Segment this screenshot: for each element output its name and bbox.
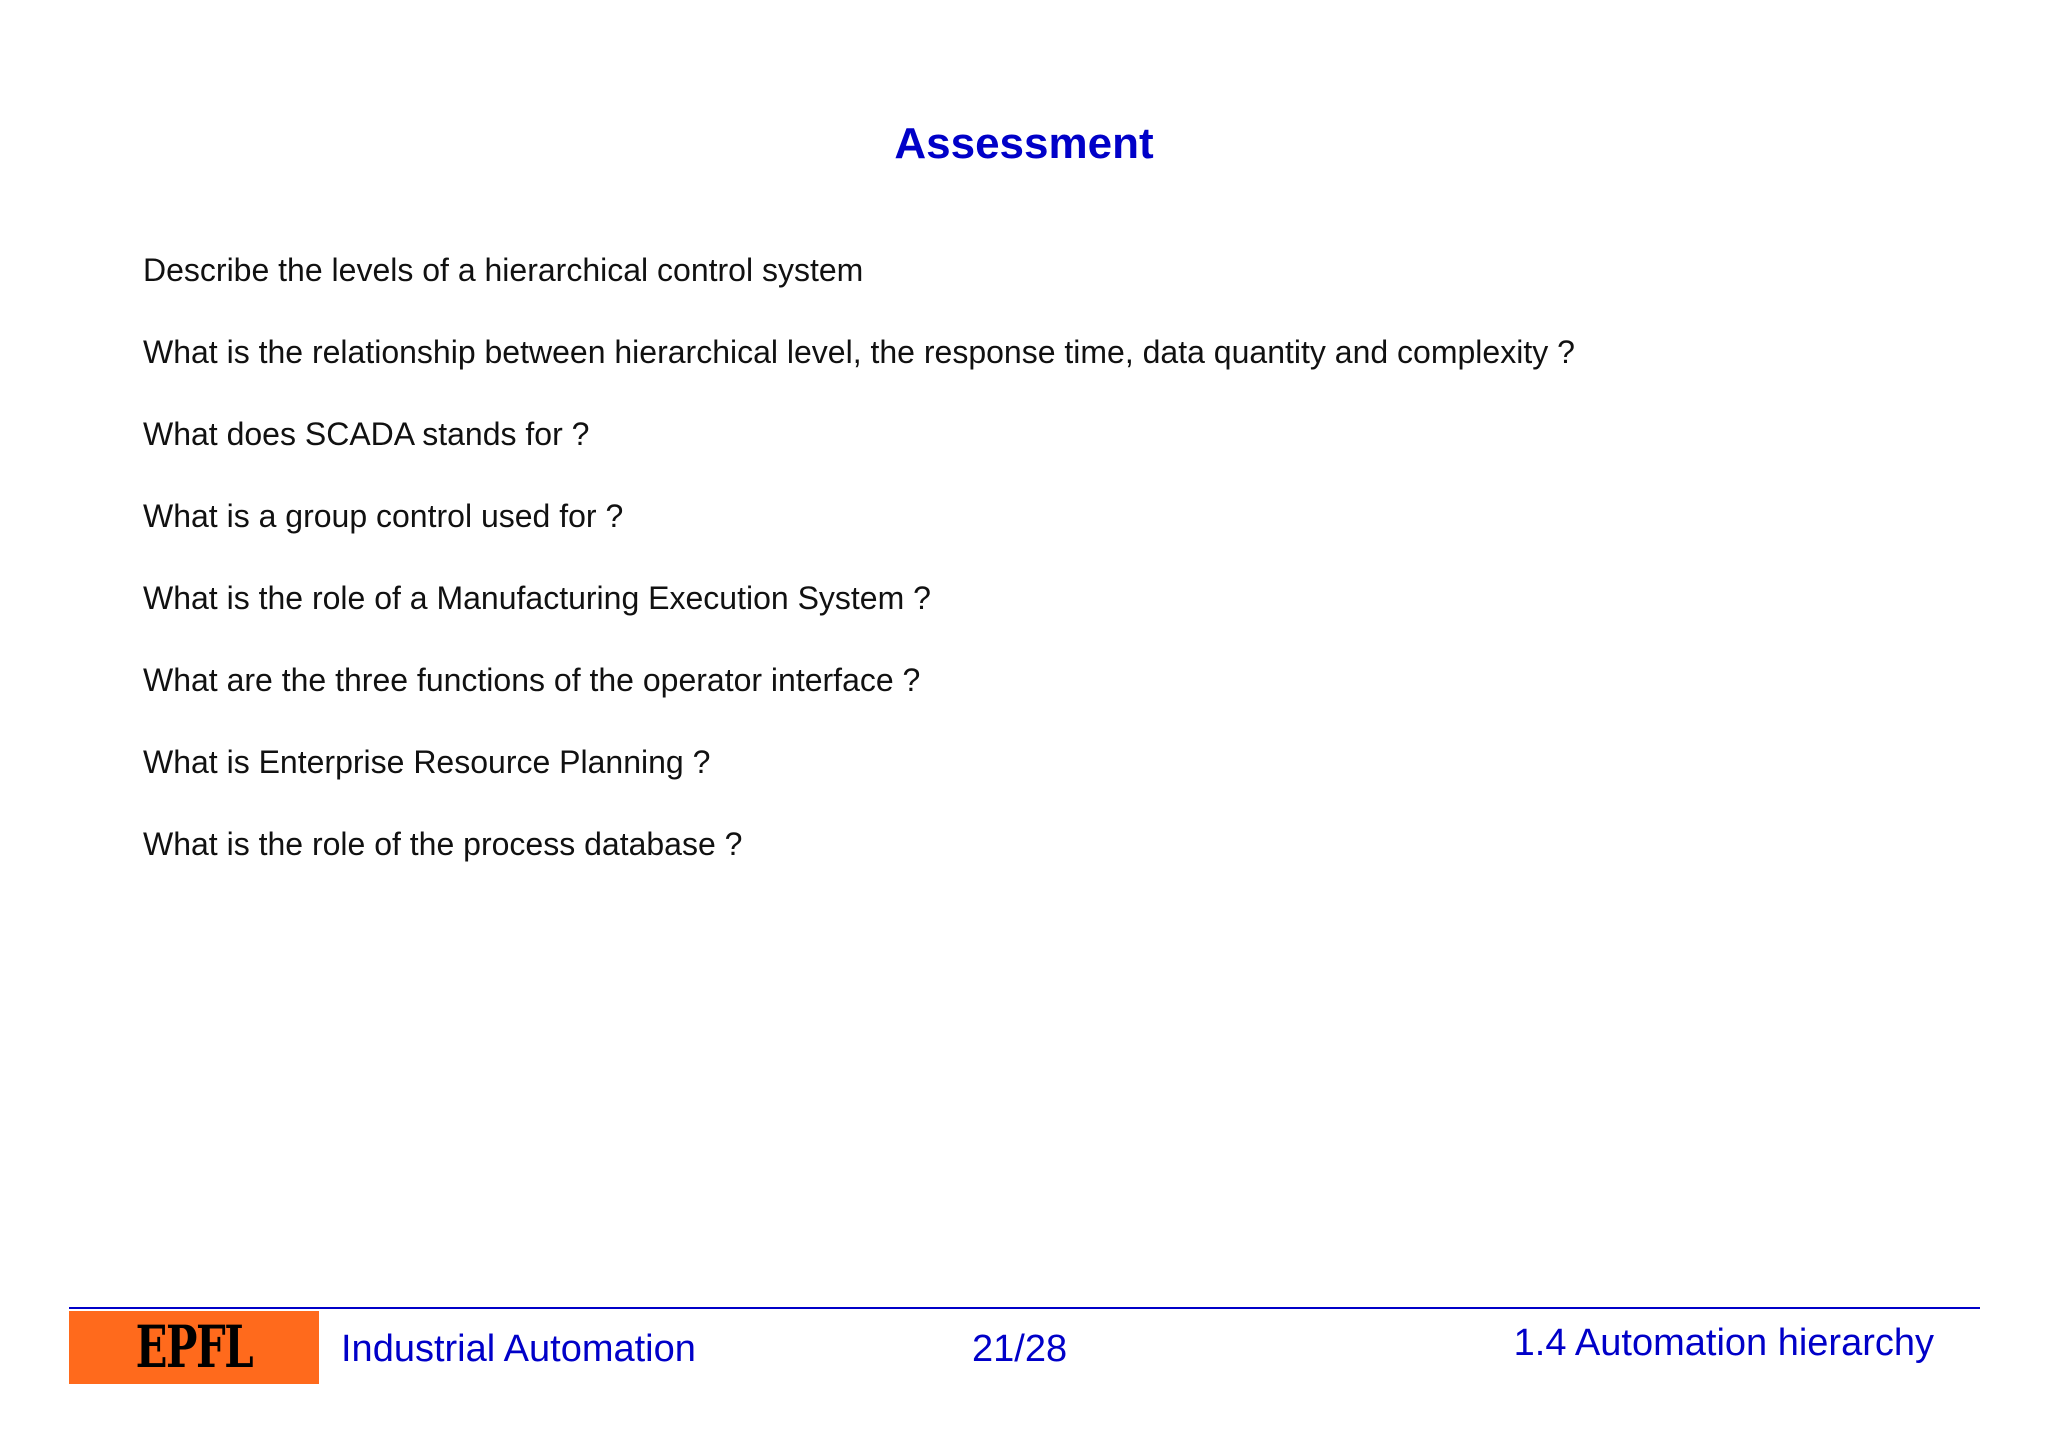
question-item: What is Enterprise Resource Planning ? <box>143 744 711 780</box>
question-item: What are the three functions of the operator interface ? <box>143 662 921 698</box>
footer-page-number: 21/28 <box>972 1328 1068 1370</box>
footer-divider <box>69 1307 1980 1309</box>
question-item: What does SCADA stands for ? <box>143 416 590 452</box>
epfl-logo <box>69 1311 319 1384</box>
question-item: What is the role of the process database ? <box>143 826 743 862</box>
epfl-logo-text: EPFL <box>135 1313 253 1381</box>
footer-course-title: Industrial Automation <box>341 1328 696 1370</box>
slide-title: Assessment <box>894 119 1154 168</box>
footer-section-title: 1.4 Automation hierarchy <box>1513 1322 1934 1364</box>
question-list <box>143 250 1575 906</box>
question-item: Describe the levels of a hierarchical control system <box>143 252 864 288</box>
question-item: What is the role of a Manufacturing Execution System ? <box>143 580 931 616</box>
question-item: What is a group control used for ? <box>143 498 624 534</box>
question-item: What is the relationship between hierarchical level, the response time, data quantity and complexity ? <box>143 334 1575 370</box>
